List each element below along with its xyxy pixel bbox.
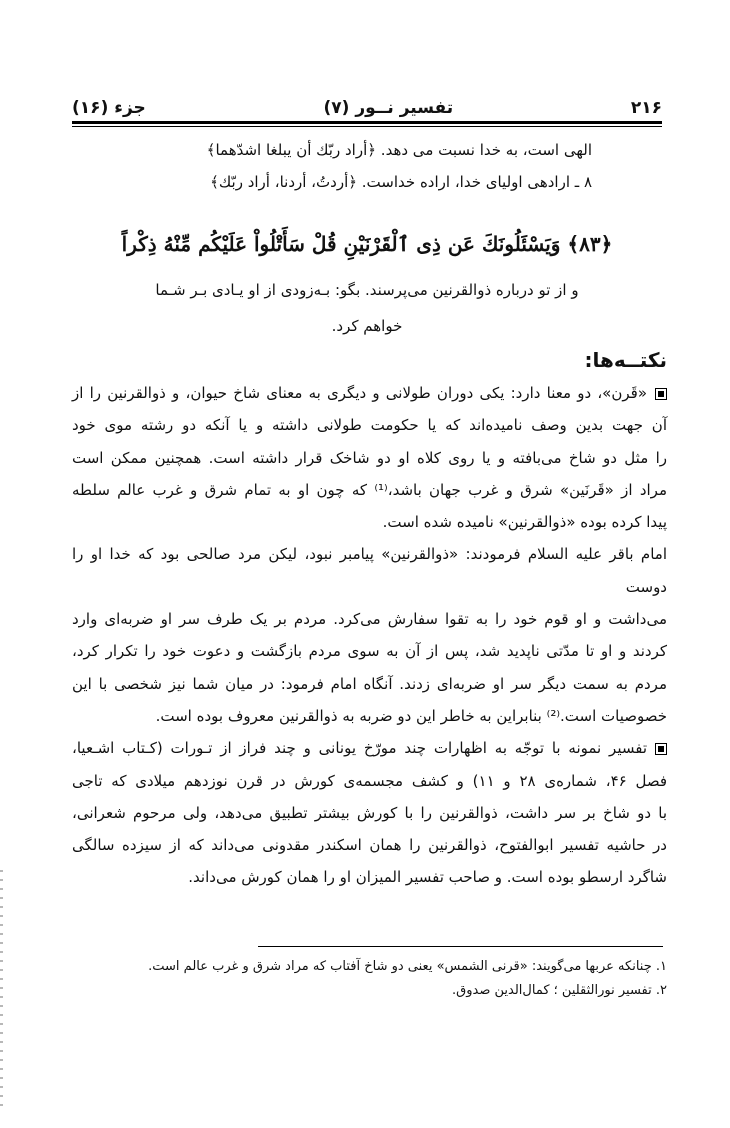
text-line: الهی است، به خدا نسبت می دهد. ﴿أراد ربّك أن يبلغا اشدّهما﴾ [206,141,592,159]
note-text: فصل ۴۶، شماره‌ی ۲۸ و ۱۱) و کشف مجسمه‌ی کورش در قرن نوزدهم میلادی که تاجی [72,771,668,790]
header-rule-thick [72,121,662,124]
note-text: می‌داشت و او قوم خود را به تقوا سفارش می‌کرد. مردم بر یک طرف سر او ضربه‌ای وارد [72,610,667,629]
book-title: تفسیر نــور (۷) [323,98,454,118]
text-line: ۸ ـ ارادهی اولیای خدا، اراده خداست. ﴿أردتُ، أردنا، أراد ربّك﴾ [210,173,592,191]
notes-section [72,377,667,894]
note-text: «قَرن»، دو معنا دارد: یکی دوران طولانی و دیگری به معنای شاخ حیوان، و ذوالقرنین را از [72,384,647,402]
note-text: مراد از «قَرنَین» شرق و غرب جهان باشد،⁽¹⁾ که چون او به تمام شرق و غرب عالم سلطه [72,480,667,499]
part-label: جزء (۱۶) [72,98,146,118]
footnote-2: ۲. تفسیر نورالثقلین ؛ کمال‌الدین صدوق. [452,983,667,998]
notes-heading: نکتــه‌ها: [584,348,667,372]
page-number: ۲۱۶ [630,98,662,118]
note-text: مردم به سمت دیگر سر او ضربه‌ای زدند. آنگاه امام فرمود: در میان شما نیز شخصی با این [72,674,667,693]
note-text: را مثل دو شاخ می‌بافته و یا روی کلاه او دو شاخک قرار داشته است. همچنین ممکن است [72,448,667,467]
scan-margin-artifact [0,870,3,1110]
translation-line: خواهم کرد. [331,317,403,335]
page-header [72,92,662,118]
note-paragraph [72,732,667,893]
square-bullet-icon [655,388,667,400]
note-text: با دو شاخ بر سر داشت، ذوالقرنین را با کورش بیشتر تطبیق می‌دهد، ولی مرحوم شعرانی، [72,803,667,822]
note-text: خصوصیات است.⁽²⁾ بنابراین به خاطر این دو ضربه به ذوالقرنین معروف بوده است. [155,706,667,725]
header-rule-thin [72,126,662,127]
verse-text: وَيَسْئَلُونَكَ عَن ذِى ٱلْقَرْنَيْنِ قُلْ سَأَتْلُواْ عَلَيْكُم مِّنْهُ ذِكْراً [121,232,561,256]
note-text: کردند و او تا مدّتی ناپدید شد، پس از آن به سوی مردم بازگشت و دعوت خود را تکرار کرد، [72,642,667,661]
note-text: شاگرد ارسطو بوده است. و صاحب تفسیر المیزان او را همان کورش می‌داند. [188,868,667,887]
square-bullet-icon [655,743,667,755]
verse-translation [72,272,662,344]
footnote-divider [258,946,663,947]
note-text: تفسیر نمونه با توجّه به اظهارات چند مورّخ یونانی و چند فراز از تـورات (کـتاب اشـعیا، [72,739,647,758]
note-text: در حاشیه تفسیر ابوالفتوح، ذوالقرنین را همان اسکندر مقدونی می‌داند که از سیزده سالگی [72,836,667,855]
note-text: آن جهت بدین وصف نامیده‌اند که یا حکومت طولانی داشته و یا آنکه دو رشته موی خود [72,416,667,435]
note-text: امام باقر عليه السلام فرمودند: «ذوالقرنین» پیامبر نبود، لیکن مرد صالحی بود که خدا او را دوست [72,545,667,596]
note-paragraph [72,377,667,538]
intro-lines [72,134,667,198]
quran-verse [72,228,662,260]
footnotes [72,955,667,1003]
note-text: پیدا کرده بوده «ذوالقرنین» نامیده شده است. [382,513,667,532]
verse-number: ﴿۸۳﴾ [567,232,613,256]
translation-line: و از تو درباره ذوالقرنین می‌پرسند. بگو: بـه‌زودی از او یـادی بـر شـما [155,281,579,299]
note-paragraph [72,538,667,732]
footnote-1: ۱. چنانکه عربها می‌گویند: «قرنی الشمس» یعنی دو شاخ آفتاب که مراد شرق و غرب عالم است. [148,959,667,974]
